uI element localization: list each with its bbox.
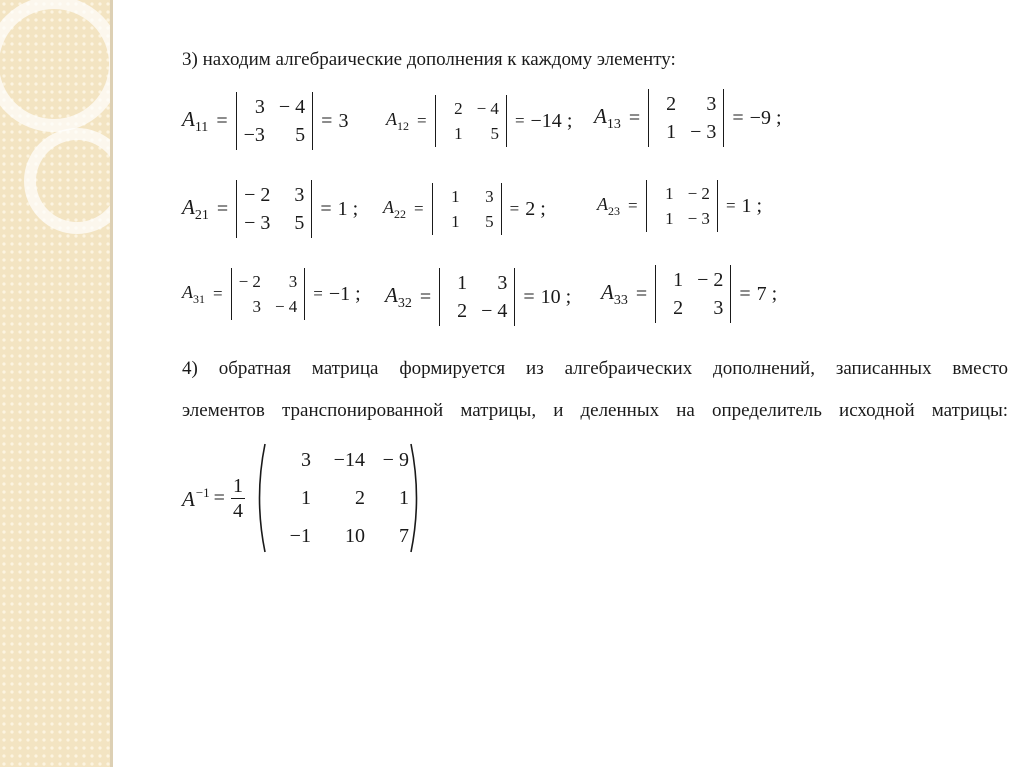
- right-paren-icon: [409, 442, 423, 554]
- det-entry: 1: [451, 187, 460, 206]
- equals-sign: =: [628, 196, 638, 215]
- cofactor-subscript: 23: [608, 203, 620, 218]
- decorative-ring-bottom: [24, 128, 110, 234]
- det-entry: 2: [666, 93, 677, 115]
- det-entry: 3: [497, 272, 508, 294]
- det-entry: 3: [288, 272, 298, 291]
- determinant: [439, 268, 515, 326]
- det-entry: 5: [295, 124, 306, 146]
- equals-sign: =: [313, 284, 323, 303]
- det-entry: 1: [665, 184, 674, 203]
- cofactor-label: $A_{21}$: [182, 194, 209, 223]
- cofactor-expression: [594, 89, 782, 147]
- det-entry: −3: [243, 124, 265, 146]
- det-entry: 1: [673, 269, 684, 291]
- cofactor-subscript: 22: [394, 206, 406, 221]
- determinant: [655, 265, 731, 323]
- determinant: [236, 180, 312, 238]
- determinant: [435, 95, 507, 147]
- semicolon: ;: [355, 282, 361, 305]
- equals-sign: =: [414, 199, 424, 218]
- det-entry: 1: [454, 124, 463, 143]
- cofactor-expression: [386, 95, 572, 147]
- cofactor-subscript: 31: [193, 291, 205, 306]
- equals-sign: =: [523, 285, 535, 308]
- cofactor-result: 7: [756, 282, 767, 305]
- det-entry: 1: [665, 209, 674, 228]
- inverse-label: $A^{-1}$: [182, 484, 210, 511]
- cofactor-label: $A_{32}$: [385, 282, 412, 311]
- decorative-ring-top: [0, 0, 110, 132]
- equals-sign: =: [725, 196, 736, 215]
- cofactor-label: $A_{23}$: [597, 193, 620, 218]
- sidebar-divider: [110, 0, 113, 767]
- det-entry: 3: [294, 184, 305, 206]
- step4-line-1: 4) обратная матрица формируется из алгебраических дополнений, записанных вместо: [182, 358, 1008, 379]
- det-entry: − 4: [481, 300, 508, 322]
- cofactor-result: −14: [530, 109, 562, 132]
- cofactor-subscript: 32: [397, 295, 412, 311]
- det-entry: 2: [457, 300, 468, 322]
- matrix-entry: 7: [398, 525, 409, 547]
- inverse-matrix: [267, 437, 409, 559]
- det-entry: 3: [713, 297, 724, 319]
- equals-sign: =: [321, 109, 333, 132]
- matrix-entry: 2: [354, 487, 365, 509]
- cofactor-label: $A_{22}$: [383, 196, 406, 221]
- det-entry: − 2: [697, 269, 724, 291]
- cofactor-result: 3: [338, 109, 349, 132]
- cofactor-expression: [182, 92, 353, 150]
- equals-sign: =: [419, 285, 432, 308]
- cofactor-subscript: 12: [397, 118, 409, 133]
- matrix-entry: 1: [398, 487, 409, 509]
- cofactor-expression: [182, 180, 358, 238]
- equals-sign: =: [216, 197, 229, 220]
- cofactor-expression: [597, 180, 762, 232]
- determinant: [648, 89, 724, 147]
- equals-sign: =: [732, 106, 744, 129]
- semicolon: ;: [771, 282, 778, 305]
- det-entry: 2: [673, 297, 684, 319]
- det-entry: 3: [252, 297, 261, 316]
- semicolon: ;: [756, 194, 763, 217]
- matrix-entry: − 9: [382, 449, 409, 471]
- det-entry: − 3: [690, 121, 717, 143]
- det-entry: 2: [454, 99, 463, 118]
- cofactor-subscript: 11: [194, 119, 209, 135]
- determinant: [646, 180, 718, 232]
- equals-sign: =: [213, 284, 223, 303]
- cofactor-expression: [601, 265, 777, 323]
- det-entry: 3: [706, 93, 717, 115]
- step3-heading: 3) находим алгебраические дополнения к каждому элементу:: [182, 49, 676, 70]
- det-entry: 1: [457, 272, 468, 294]
- fraction-denominator: 4: [232, 499, 243, 522]
- equals-sign: =: [514, 111, 525, 130]
- matrix-entry: 3: [300, 449, 311, 471]
- cofactor-label: $A_{11}$: [182, 106, 209, 135]
- equals-sign: =: [216, 109, 228, 132]
- cofactor-result: −9: [749, 106, 771, 129]
- cofactor-subscript: 21: [194, 207, 209, 223]
- fraction: [231, 474, 245, 523]
- left-paren-icon: [253, 442, 267, 554]
- equals-sign: =: [213, 486, 225, 509]
- det-entry: − 2: [244, 184, 271, 206]
- semicolon: ;: [566, 109, 573, 132]
- cofactor-result: 10: [540, 285, 561, 308]
- det-entry: − 4: [274, 297, 298, 316]
- det-entry: 5: [294, 212, 305, 234]
- det-entry: − 2: [238, 272, 261, 291]
- semicolon: ;: [540, 197, 546, 220]
- determinant: [236, 92, 314, 150]
- cofactor-expression: [383, 183, 546, 235]
- determinant: [231, 268, 306, 320]
- det-entry: − 3: [244, 212, 271, 234]
- cofactor-result: 1: [741, 194, 752, 217]
- det-entry: 1: [451, 212, 460, 231]
- matrix-entry: −14: [333, 449, 365, 471]
- equals-sign: =: [628, 106, 641, 129]
- cofactor-result: −1: [328, 282, 351, 305]
- semicolon: ;: [565, 285, 572, 308]
- cofactor-label: $A_{13}$: [594, 103, 621, 132]
- det-entry: − 3: [687, 209, 710, 228]
- cofactor-subscript: 33: [613, 292, 628, 308]
- cofactor-label: $A_{12}$: [386, 108, 409, 133]
- cofactor-label: $A_{31}$: [182, 281, 205, 306]
- det-entry: 5: [490, 124, 499, 143]
- det-entry: − 4: [278, 96, 306, 118]
- cofactor-label: $A_{33}$: [601, 279, 628, 308]
- det-entry: 3: [254, 96, 265, 118]
- equals-sign: =: [417, 111, 427, 130]
- det-entry: − 4: [476, 99, 499, 118]
- det-entry: 1: [666, 121, 677, 143]
- semicolon: ;: [775, 106, 782, 129]
- det-entry: 3: [485, 187, 494, 206]
- equals-sign: =: [739, 282, 751, 305]
- equals-sign: =: [635, 282, 648, 305]
- cofactor-result: 2: [525, 197, 536, 220]
- decorative-sidebar: [0, 0, 110, 767]
- inverse-exponent: −1: [195, 484, 210, 500]
- step4-line-2: элементов транспонированной матрицы, и деленных на определитель исходной матрицы:: [182, 400, 1008, 421]
- cofactor-expression: [385, 268, 571, 326]
- inverse-matrix-expression: [182, 437, 423, 559]
- matrix-entry: −1: [289, 525, 311, 547]
- cofactor-expression: [182, 268, 361, 320]
- fraction-numerator: 1: [232, 474, 243, 497]
- det-entry: 5: [485, 212, 494, 231]
- matrix-entry: 1: [300, 487, 311, 509]
- determinant: [432, 183, 502, 235]
- equals-sign: =: [509, 199, 520, 218]
- matrix-entry: 10: [344, 525, 365, 547]
- cofactor-result: 1: [337, 197, 348, 220]
- det-entry: − 2: [687, 184, 710, 203]
- semicolon: ;: [352, 197, 359, 220]
- equals-sign: =: [320, 197, 332, 220]
- cofactor-subscript: 13: [606, 116, 621, 132]
